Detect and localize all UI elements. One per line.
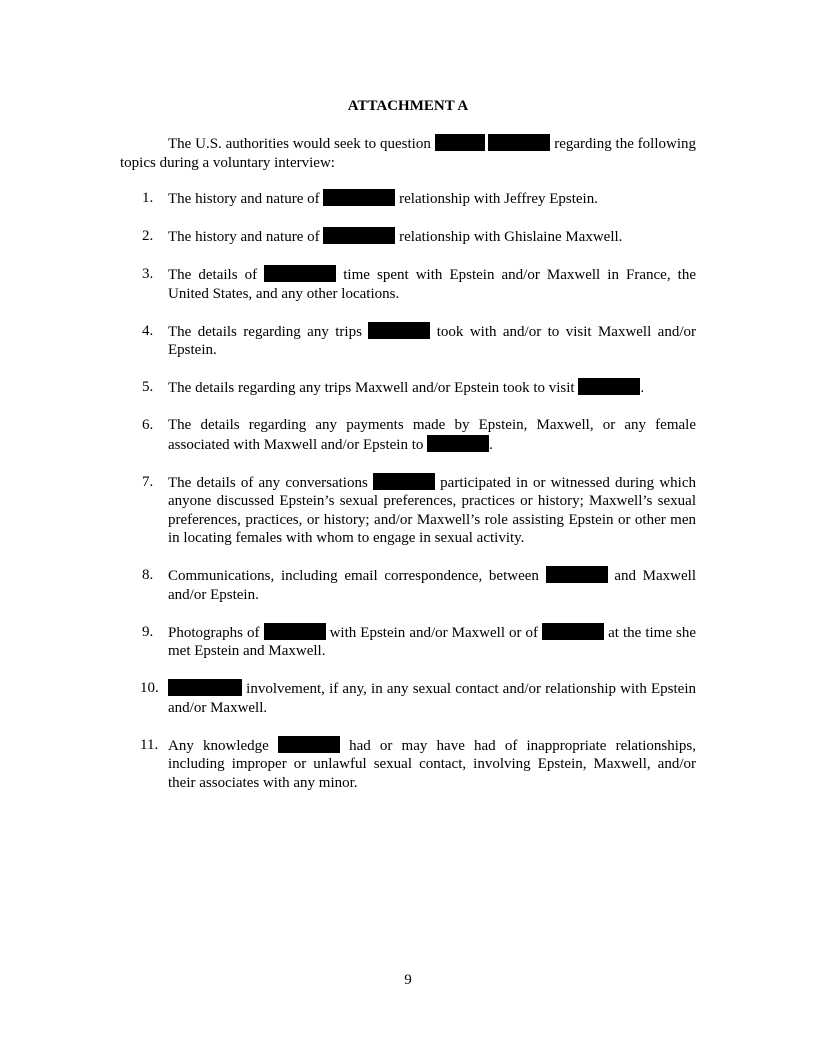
redaction-box [278,736,340,753]
list-item: 8. Communications, including email correspondence, between and Maxwell and/or Epstein. [142,567,697,603]
list-item: 11. Any knowledge had or may have had of inappropriate relationships, including improper or unlawful sexual contact, involving Epstein, Maxwell, and/or their associates with any minor. [140,736,696,791]
list-item: 2. The history and nature of relationship with Ghislaine Maxwell. [142,228,623,245]
redaction-box [373,473,435,490]
redaction-box [435,134,485,151]
list-item: 5. The details regarding any trips Maxwell and/or Epstein took to visit . [142,379,645,396]
redaction-box [264,265,336,282]
list-item: 3. The details of time spent with Epstein and/or Maxwell in France, the United States, and any other locations. [142,266,696,302]
redaction-box [427,435,489,452]
list-item: 9. Photographs of with Epstein and/or Maxwell or of at the time she met Epstein and Maxwell. [142,623,697,659]
document-title: ATTACHMENT A [347,98,469,114]
intro-text-before: The U.S. authorities would seek to question [168,136,435,152]
redaction-box [323,189,395,206]
redaction-box [578,378,640,395]
redaction-box [323,227,395,244]
redaction-box [488,134,550,151]
list-item: 10. involvement, if any, in any sexual contact and/or relationship with Epstein and/or Maxwell. [140,680,696,716]
redaction-box [546,566,608,583]
redaction-box [368,322,430,339]
redaction-box [168,679,242,696]
intro-paragraph [120,134,696,172]
list-item: 1. The history and nature of relationship with Jeffrey Epstein. [142,190,598,207]
list-item: 4. The details regarding any trips took with and/or to visit Maxwell and/or Epstein. [142,322,696,358]
list-item: 6. The details regarding any payments made by Epstein, Maxwell, or any female associated with Maxwell and/or Epstein to . [142,417,696,453]
page-number: 9 [404,972,412,988]
topic-list [120,189,696,811]
intro-text-after: regarding the following topics during a voluntary interview: [120,136,696,171]
redaction-box [542,623,604,640]
list-item: 7. The details of any conversations participated in or witnessed during which anyone discussed Epstein’s sexual preferences, practices or history; Maxwell’s sexual preferences, practices, or history; and/or Maxwell’s role assisting Epstein or other men in locating females with whom to engage in sexual activity. [142,473,697,546]
redaction-box [264,623,326,640]
